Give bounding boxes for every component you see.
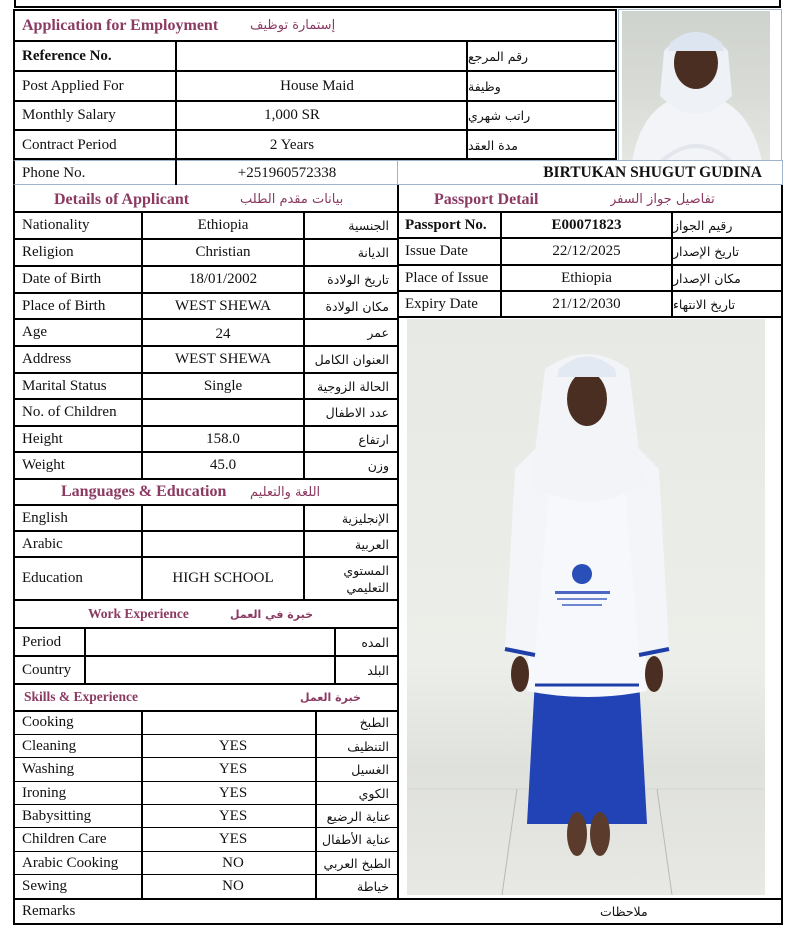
- nationality-value: Ethiopia: [197, 217, 249, 233]
- marital-status-label: Marital Status: [22, 377, 107, 394]
- expiry-date-label-arabic: تاريخ الانتهاء: [673, 296, 736, 312]
- portrait-photo: [622, 11, 770, 161]
- reference-value: [177, 42, 466, 70]
- post-applied-value: House Maid: [280, 77, 354, 94]
- contract-period-value: 2 Years: [269, 136, 315, 153]
- phone-label: Phone No.: [22, 164, 86, 181]
- skill-cleaning-label-arabic: التنظيف: [347, 738, 389, 754]
- religion-label-arabic: الديانة: [357, 245, 389, 260]
- passport-heading: Passport Detail: [434, 190, 539, 208]
- arabic-label: Arabic: [22, 535, 63, 552]
- issue-date-value: 22/12/2025: [552, 243, 621, 259]
- address-value: WEST SHEWA: [175, 351, 271, 367]
- skill-children-care-label-arabic: عناية الأطفال: [322, 832, 391, 847]
- place-of-birth-value: WEST SHEWA: [175, 297, 271, 314]
- marital-status-label-arabic: الحالة الزوجية: [316, 378, 389, 394]
- issue-date-label: Issue Date: [405, 243, 468, 259]
- address-label-arabic: العنوان الكامل: [314, 352, 389, 367]
- children-value: [143, 400, 303, 425]
- place-of-issue-label-arabic: مكان الإصدار: [673, 270, 741, 286]
- skill-ironing-label: Ironing: [22, 784, 67, 801]
- country-label: Country: [22, 661, 72, 678]
- skill-washing-label: Washing: [22, 761, 75, 777]
- skill-washing-value: YES: [218, 761, 248, 777]
- dob-label-arabic: تاريخ الولادة: [327, 272, 389, 287]
- skill-sewing-label: Sewing: [22, 878, 67, 894]
- place-of-birth-label: Place of Birth: [22, 297, 106, 314]
- period-label-arabic: المده: [361, 634, 389, 650]
- salary-label-arabic: راتب شهري: [468, 108, 531, 123]
- issue-date-label-arabic: تاريخ الإصدار: [673, 244, 740, 259]
- period-label: Period: [22, 633, 62, 650]
- skill-babysitting-value: YES: [218, 807, 248, 824]
- skill-ironing-value: YES: [218, 784, 248, 801]
- skill-babysitting-label: Babysitting: [22, 807, 92, 824]
- country-label-arabic: البلد: [367, 662, 389, 678]
- weight-label: Weight: [22, 457, 65, 473]
- skill-arabic-cooking-label: Arabic Cooking: [22, 854, 119, 871]
- height-value: 158.0: [206, 430, 240, 447]
- languages-heading: Languages & Education: [61, 483, 227, 500]
- passport-no-label-arabic: رقيم الجواز: [673, 217, 733, 233]
- skill-children-care-value: YES: [218, 831, 248, 847]
- place-of-birth-label-arabic: مكان الولادة: [325, 298, 389, 314]
- full-length-photo: [407, 319, 765, 895]
- marital-status-value: Single: [203, 377, 243, 394]
- height-label: Height: [22, 430, 63, 447]
- passport-no-value: E00071823: [551, 216, 622, 233]
- salary-label: Monthly Salary: [22, 107, 116, 123]
- reference-label-arabic: رقم المرجع: [468, 48, 529, 64]
- languages-heading-arabic: اللغة والتعليم: [250, 484, 321, 500]
- skill-sewing-value: NO: [222, 878, 244, 894]
- religion-label: Religion: [22, 244, 74, 260]
- dob-value: 18/01/2002: [188, 271, 258, 287]
- skill-arabic-cooking-label-arabic: الطبخ العربي: [323, 855, 391, 871]
- age-label-arabic: عمر: [367, 325, 389, 340]
- applicant-name: BIRTUKAN SHUGUT GUDINA: [543, 164, 762, 181]
- english-value: [143, 506, 303, 530]
- skill-babysitting-label-arabic: عناية الرضيع: [326, 808, 391, 824]
- height-label-arabic: ارتفاع: [358, 431, 389, 447]
- skills-heading-arabic: خبرة العمل: [300, 690, 361, 704]
- age-label: Age: [22, 324, 47, 340]
- place-of-issue-value: Ethiopia: [561, 269, 612, 286]
- education-value: HIGH SCHOOL: [172, 570, 274, 586]
- post-applied-label-arabic: وظيفة: [468, 78, 501, 94]
- skills-heading: Skills & Experience: [24, 689, 138, 704]
- nationality-label-arabic: الجنسية: [348, 218, 389, 233]
- english-label-arabic: الإنجليزية: [341, 510, 389, 526]
- remarks-label-arabic: ملاحظات: [600, 904, 648, 919]
- details-heading-arabic: بيانات مقدم الطلب: [240, 192, 344, 207]
- form-title: Application for Employment: [22, 16, 219, 34]
- dob-label: Date of Birth: [22, 271, 102, 287]
- skill-washing-label-arabic: الغسيل: [351, 762, 389, 777]
- skill-arabic-cooking-value: NO: [222, 854, 244, 871]
- place-of-issue-label: Place of Issue: [405, 269, 489, 286]
- skill-cooking-value: [143, 711, 315, 734]
- work-experience-heading-arabic: خبرة في العمل: [230, 607, 314, 621]
- contract-period-label-arabic: مدة العقد: [468, 137, 518, 153]
- address-label: Address: [22, 351, 72, 367]
- skill-cleaning-label: Cleaning: [22, 737, 77, 754]
- education-label-arabic: المستوي التعليمي: [343, 562, 389, 595]
- post-applied-label: Post Applied For: [22, 77, 124, 94]
- arabic-value: [143, 532, 303, 556]
- remarks-label: Remarks: [22, 903, 76, 919]
- age-value: 24: [215, 325, 231, 342]
- weight-label-arabic: وزن: [367, 458, 389, 473]
- reference-label: Reference No.: [22, 47, 112, 64]
- phone-value: +251960572338: [237, 164, 337, 181]
- education-label: Education: [22, 570, 83, 586]
- expiry-date-label: Expiry Date: [405, 295, 478, 312]
- form-title-arabic: إستمارة توظيف: [250, 18, 336, 33]
- children-label-arabic: عدد الاطفال: [325, 405, 389, 420]
- work-experience-heading: Work Experience: [88, 606, 189, 621]
- details-heading: Details of Applicant: [54, 190, 190, 208]
- weight-value: 45.0: [209, 457, 237, 473]
- skill-children-care-label: Children Care: [22, 831, 107, 847]
- country-value: [86, 657, 334, 683]
- expiry-date-value: 21/12/2030: [552, 295, 621, 312]
- passport-heading-arabic: تفاصيل جواز السفر: [610, 192, 715, 207]
- arabic-label-arabic: العربية: [354, 536, 389, 552]
- period-value: [86, 629, 334, 655]
- contract-period-label: Contract Period: [22, 136, 117, 153]
- english-label: English: [22, 509, 68, 526]
- top-frame-strip: [14, 0, 781, 8]
- skill-ironing-label-arabic: الكوي: [358, 785, 389, 801]
- skill-cooking-label: Cooking: [22, 714, 74, 730]
- nationality-label: Nationality: [22, 217, 90, 233]
- salary-value: 1,000 SR: [264, 107, 320, 123]
- skill-cleaning-value: YES: [218, 737, 248, 754]
- religion-value: Christian: [195, 244, 251, 260]
- skill-cooking-label-arabic: الطبخ: [359, 715, 389, 730]
- children-label: No. of Children: [22, 404, 117, 420]
- passport-no-label: Passport No.: [405, 216, 487, 233]
- skill-sewing-label-arabic: خياطة: [357, 879, 389, 894]
